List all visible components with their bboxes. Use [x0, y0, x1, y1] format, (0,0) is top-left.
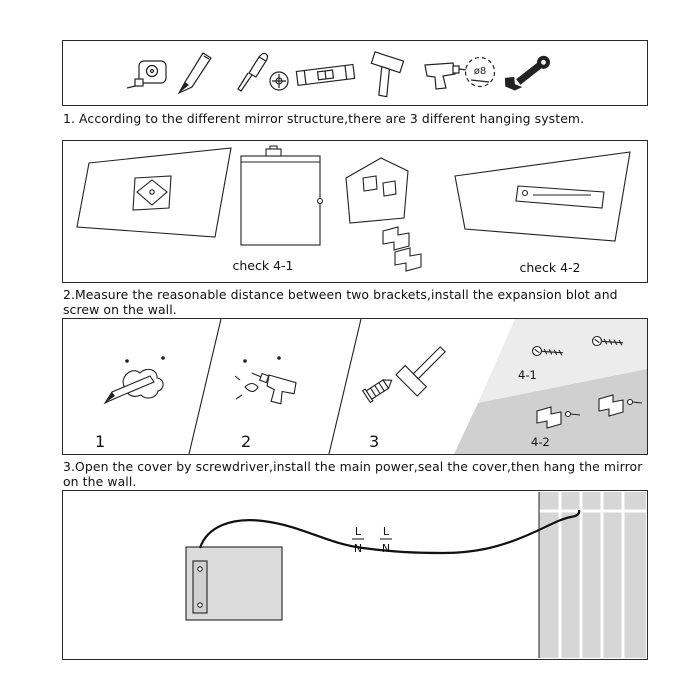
mirror-back-perspective-1: [77, 148, 231, 237]
neutral-label-1: N: [353, 542, 363, 555]
wall-bracket-plate: [346, 158, 408, 223]
zone-divider-1: [189, 319, 221, 454]
wrench-icon: [501, 49, 553, 95]
level-icon: [296, 65, 354, 86]
live-label-1: L: [354, 525, 362, 538]
install-illustration: [63, 319, 647, 454]
wire-label-ln-1: [352, 525, 364, 555]
pencil-icon: [179, 53, 211, 93]
hanging-systems-panel: [62, 140, 648, 283]
phillips-head-icon: [270, 72, 288, 90]
drill-bit-size-icon: [466, 58, 495, 87]
step-zone-1-number: 1: [95, 432, 106, 451]
check-42-label: check 4-2: [519, 260, 581, 275]
mirror-back-perspective-2: [455, 152, 630, 241]
mark-spot-illustration: [105, 356, 165, 403]
wiring-illustration: [63, 491, 647, 659]
install-steps-panel: [62, 318, 648, 455]
check-41-label: check 4-1: [232, 258, 294, 273]
hammer-icon-step3: [396, 339, 453, 396]
step-2-text: 2.Measure the reasonable distance between two brackets,install the expansion blot and screw on the wall.: [63, 287, 618, 317]
bracket-42-label: 4-2: [531, 435, 550, 449]
step-zone-3-number: 3: [369, 432, 380, 451]
drill-icon: [425, 63, 467, 89]
drill-spot-illustration: [235, 356, 298, 408]
drill-bit-size-label: ø8: [473, 66, 487, 77]
anchor-hammer-illustration: [363, 339, 454, 403]
live-label-2: L: [382, 525, 390, 538]
screwdriver-icon: [238, 53, 268, 91]
hammer-icon: [363, 52, 404, 99]
step-zone-2-number: 2: [241, 432, 252, 451]
tools-illustration: [63, 41, 647, 105]
step-1-text: 1. According to the different mirror structure,there are 3 different hanging system.: [63, 111, 585, 126]
cleat-profile-icons: [383, 227, 421, 271]
tools-panel: [62, 40, 648, 106]
neutral-label-2: N: [381, 542, 391, 555]
tiled-wall: [539, 492, 646, 658]
mirror-back-front: [241, 146, 323, 245]
wall-anchor-icon: [363, 374, 396, 402]
power-box: [186, 547, 282, 620]
tape-measure-icon: [127, 61, 166, 88]
bracket-41-label: 4-1: [518, 368, 537, 382]
hanging-illustration: [63, 141, 647, 282]
zone-divider-2: [329, 319, 361, 454]
wiring-panel: [62, 490, 648, 660]
step-3-text: 3.Open the cover by screwdriver,install the main power,seal the cover,then hang the mirror on the wall.: [63, 459, 643, 489]
